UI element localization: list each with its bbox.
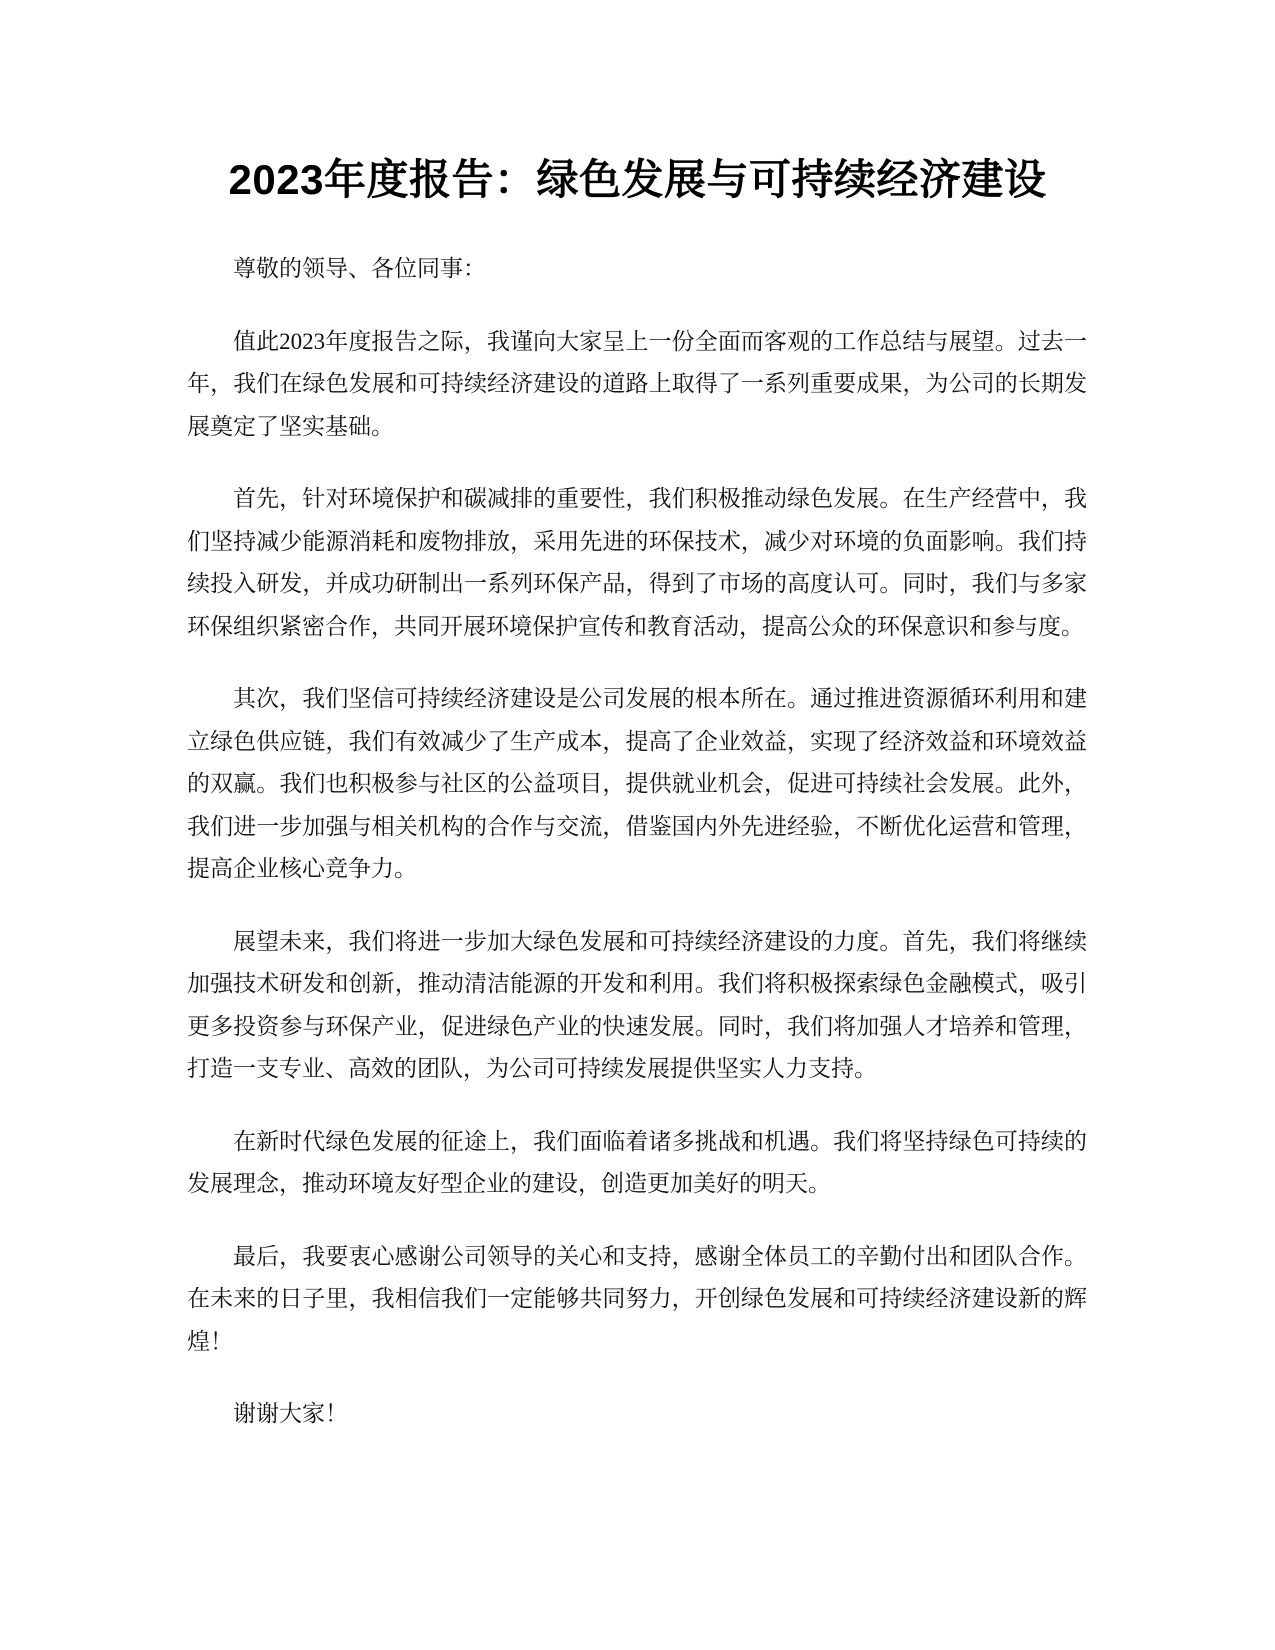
document-body [187, 248, 1087, 1466]
outlook-paragraph: 展望未来，我们将进一步加大绿色发展和可持续经济建设的力度。首先，我们将继续加强技术研发和创新，推动清洁能源的开发和利用。我们将积极探索绿色金融模式，吸引更多投资参与环保产业，促进绿色产业的快速发展。同时，我们将加强人才培养和管理，打造一支专业、高效的团队，为公司可持续发展提供坚实人力支持。 [187, 928, 1087, 1081]
salutation-paragraph: 尊敬的领导、各位同事： [233, 256, 486, 281]
page-title: 2023年度报告：绿色发展与可持续经济建设 [228, 156, 1047, 203]
intro-paragraph: 值此2023年度报告之际，我谨向大家呈上一份全面而客观的工作总结与展望。过去一年，我们在绿色发展和可持续经济建设的道路上取得了一系列重要成果，为公司的长期发展奠定了坚实基础。 [187, 328, 1087, 439]
challenges-paragraph: 在新时代绿色发展的征途上，我们面临着诸多挑战和机遇。我们将坚持绿色可持续的发展理念，推动环境友好型企业的建设，创造更加美好的明天。 [187, 1128, 1087, 1196]
sustainable-economy-paragraph: 其次，我们坚信可持续经济建设是公司发展的根本所在。通过推进资源循环利用和建立绿色供应链，我们有效减少了生产成本，提高了企业效益，实现了经济效益和环境效益的双赢。我们也积极参与社区的公益项目，提供就业机会，促进可持续社会发展。此外，我们进一步加强与相关机构的合作与交流，借鉴国内外先进经验，不断优化运营和管理，提高企业核心竞争力。 [187, 686, 1087, 881]
green-development-paragraph: 首先，针对环境保护和碳减排的重要性，我们积极推动绿色发展。在生产经营中，我们坚持减少能源消耗和废物排放，采用先进的环保技术，减少对环境的负面影响。我们持续投入研发，并成功研制出一系列环保产品，得到了市场的高度认可。同时，我们与多家环保组织紧密合作，共同开展环境保护宣传和教育活动，提高公众的环保意识和参与度。 [187, 486, 1087, 639]
closing-paragraph: 谢谢大家！ [233, 1401, 348, 1426]
thanks-paragraph: 最后，我要衷心感谢公司领导的关心和支持，感谢全体员工的辛勤付出和团队合作。在未来的日子里，我相信我们一定能够共同努力，开创绿色发展和可持续经济建设新的辉煌！ [187, 1243, 1087, 1354]
